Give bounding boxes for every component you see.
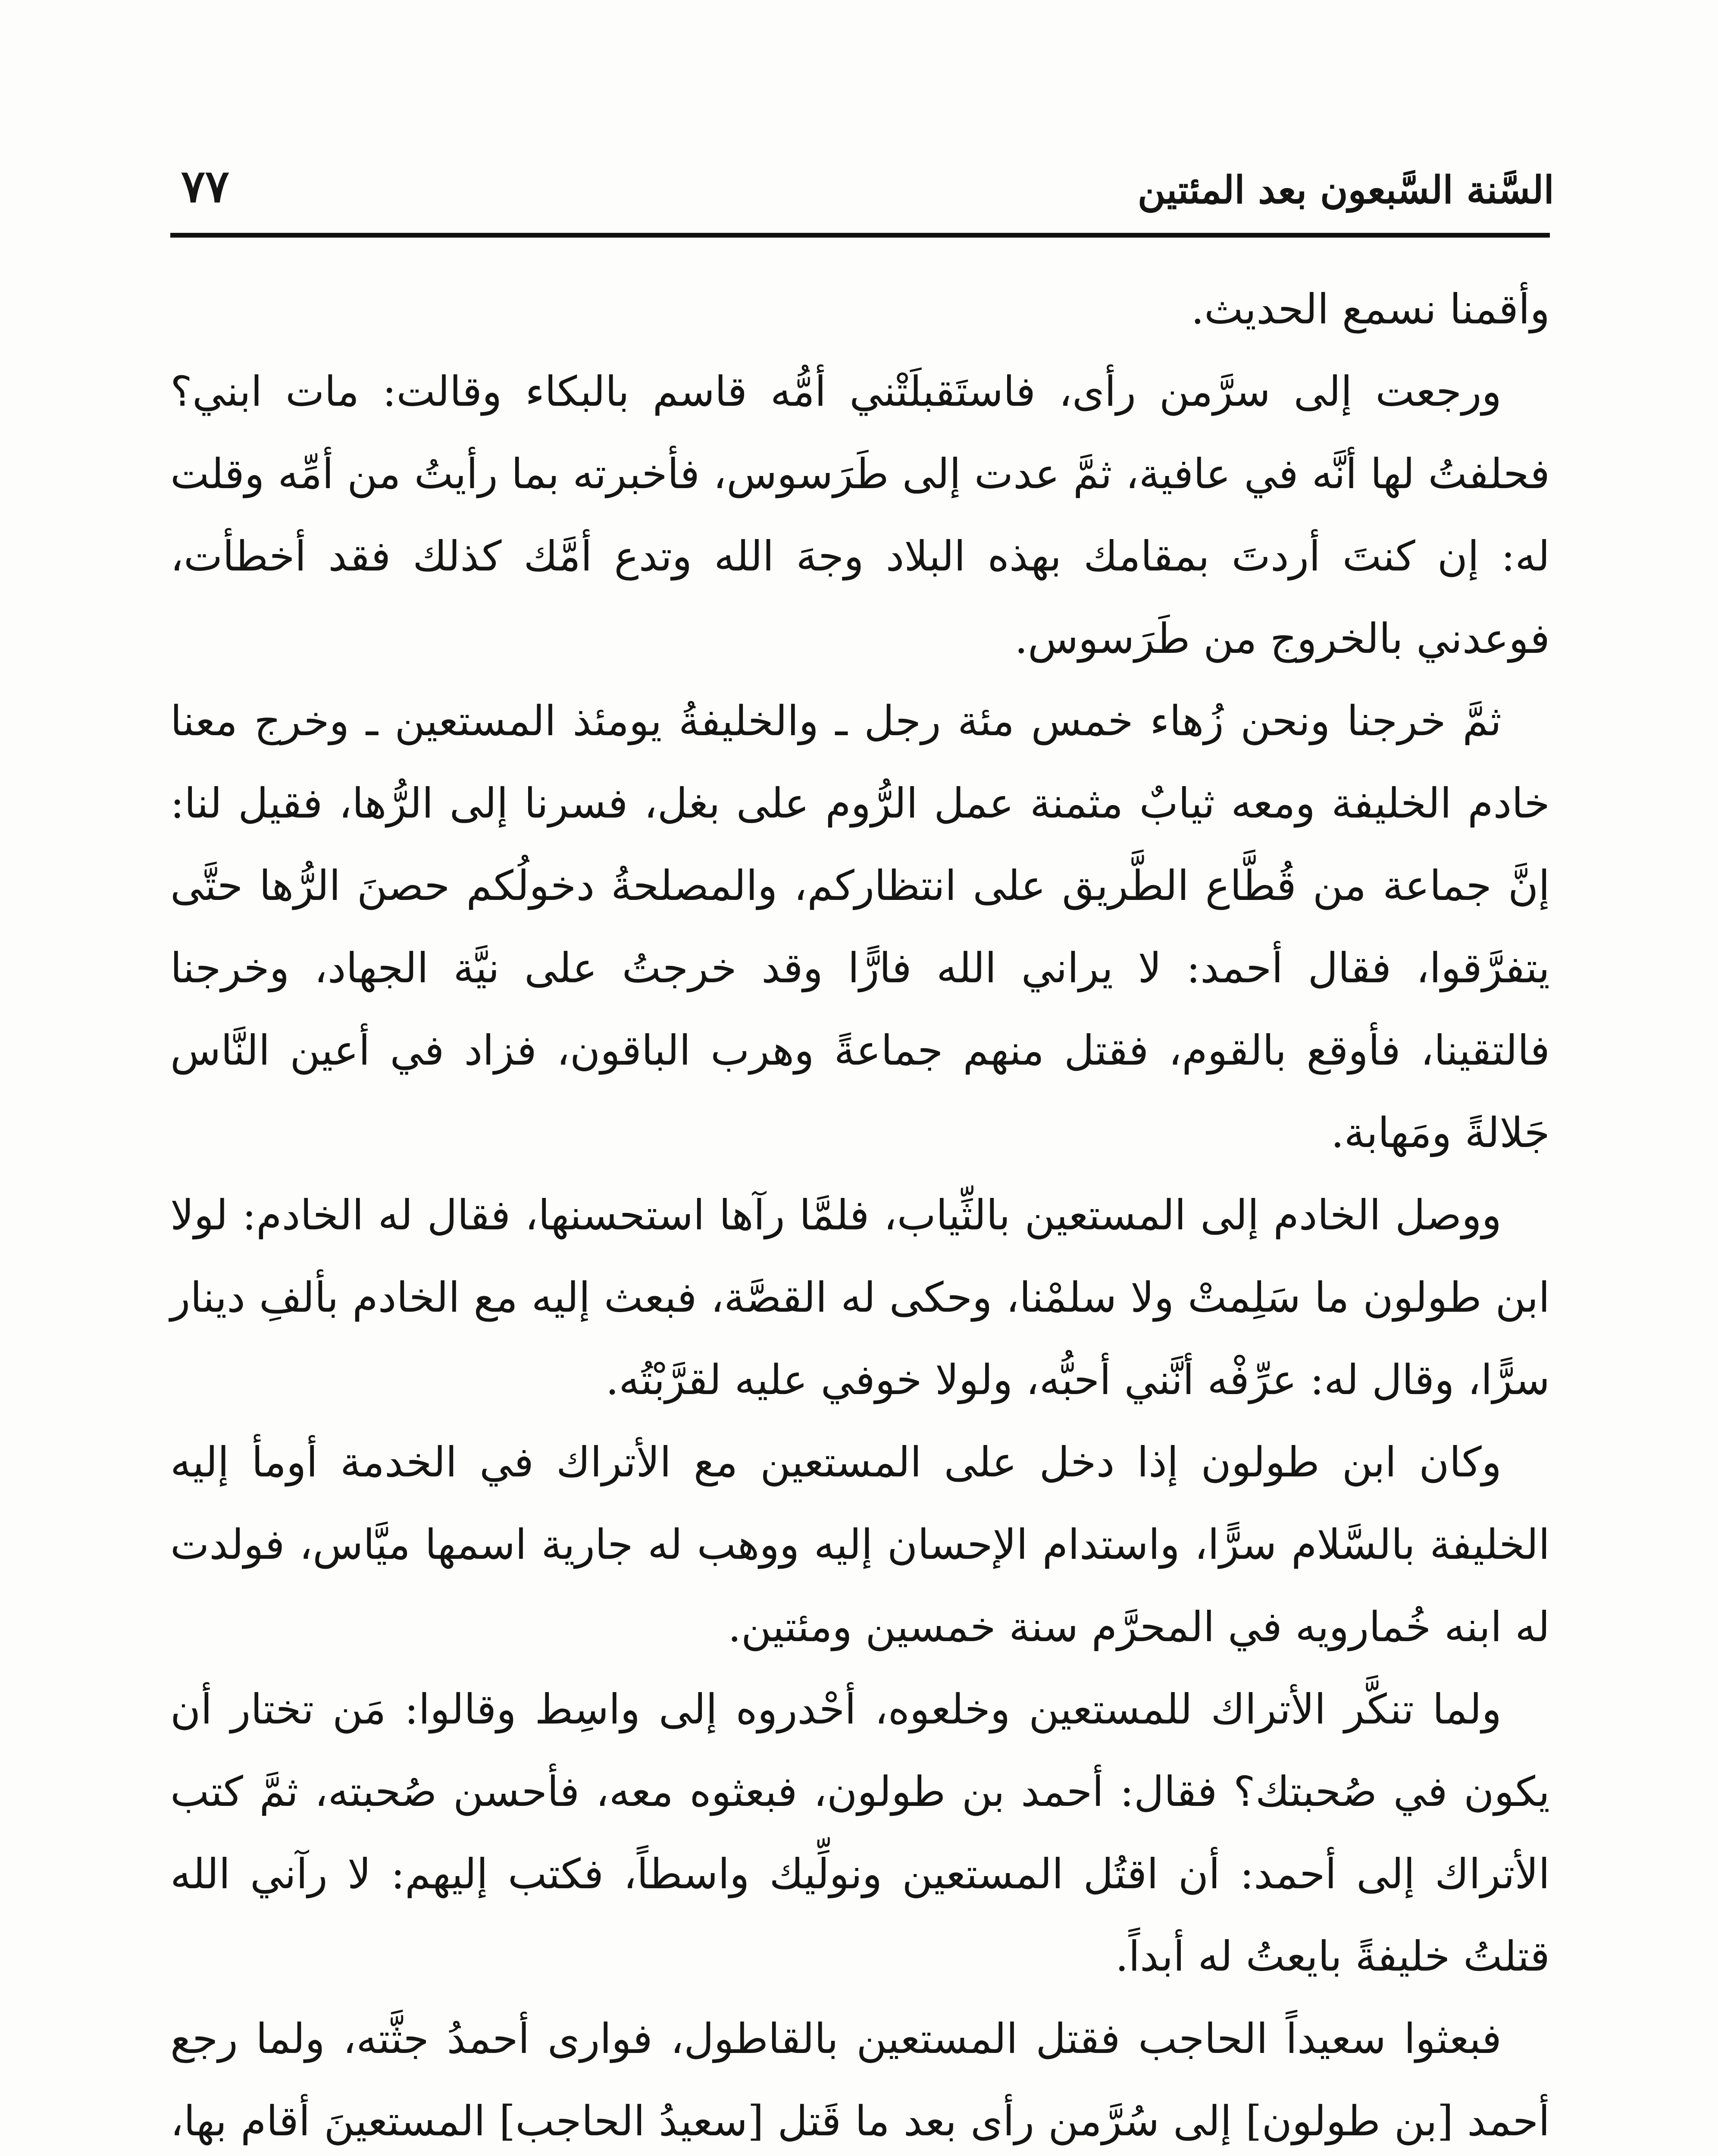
paragraph-3: ثمَّ خرجنا ونحن زُهاء خمس مئة رجل ـ والخليفةُ يومئذ المستعين ـ وخرج معنا خادم الخليفة ومعه ثيابٌ مثمنة عمل الرُّوم على بغل، فسرنا إلى الرُّها، فقيل لنا: إنَّ جماعة من قُطَّاع الطَّريق على انتظاركم، والمصلحةُ دخولُكم حصنَ الرُّها حتَّى يتفرَّقوا، فقال أحمد: لا يراني الله فارًّا وقد خرجتُ على نيَّة الجهاد، وخرجنا فالتقينا، فأوقع بالقوم، فقتل منهم جماعةً وهرب الباقون، فزاد في أعين النَّاس جَلالةً ومَهابة. [170,697,1550,1157]
paragraph-5: وكان ابن طولون إذا دخل على المستعين مع الأتراك في الخدمة أومأ إليه الخليفة بالسَّلام سرًّا، واستدام الإحسان إليه ووهب له جارية اسمها ميَّاس، فولدت له ابنه خُمارويه في المحرَّم سنة خمسين ومئتين. [170,1438,1550,1651]
paragraph-6: ولما تنكَّر الأتراك للمستعين وخلعوه، أحْدروه إلى واسِط وقالوا: مَن تختار أن يكون في صُحبتك؟ فقال: أحمد بن طولون، فبعثوه معه، فأحسن صُحبته، ثمَّ كتب الأتراك إلى أحمد: أن اقتُل المستعين ونولِّيك واسطاً، فكتب إليهم: لا رآني الله قتلتُ خليفةً بايعتُ له أبداً. [170,1685,1550,1981]
paragraph-1: وأقمنا نسمع الحديث. [1191,285,1550,333]
paragraph-7: فبعثوا سعيداً الحاجب فقتل المستعين بالقاطول، فوارى أحمدُ جثَّته، ولما رجع أحمد [بن طولون] إلى سُرَّمن رأى بعد ما قَتل [سعيدُ الحاجب] المستعينَ أقام بها، [170,2015,1550,2145]
running-title: السَّنة السَّبعون بعد المئتين [1137,167,1554,212]
paragraph-2: ورجعت إلى سرَّمن رأى، فاستَقبلَتْني أمُّه قاسم بالبكاء وقالت: مات ابني؟ فحلفتُ لها أنَّه في عافية، ثمَّ عدت إلى طَرَسوس، فأخبرته بما رأيتُ من أمِّه وقلت له: إن كنتَ أردتَ بمقامك بهذه البلاد وجهَ الله وتدع أمَّك كذلك فقد أخطأت، فوعدني بالخروج من طَرَسوس. [170,367,1550,663]
paragraph-4: ووصل الخادم إلى المستعين بالثِّياب، فلمَّا رآها استحسنها، فقال له الخادم: لولا ابن طولون ما سَلِمتْ ولا سلمْنا، وحكى له القصَّة، فبعث إليه مع الخادم بألفِ دينار سرًّا، وقال له: عرِّفْه أنَّني أحبُّه، ولولا خوفي عليه لقرَّبْتُه. [170,1191,1550,1404]
header-divider [170,233,1550,238]
page-number: ٧٧ [181,160,229,213]
body-text [170,268,1550,2156]
